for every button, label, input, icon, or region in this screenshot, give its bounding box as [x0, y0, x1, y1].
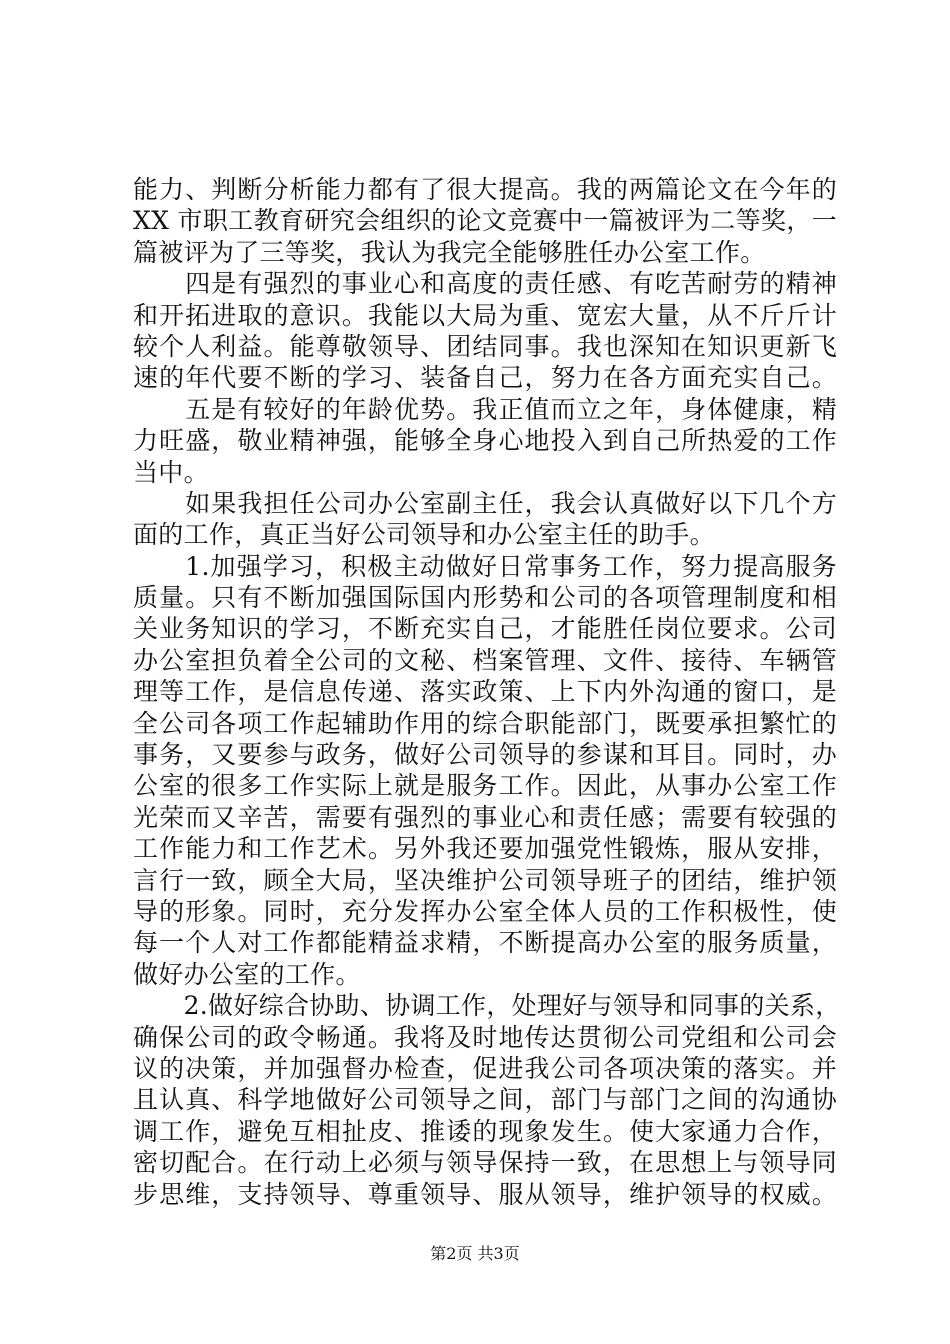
text-line: 和开拓进取的意识。我能以大局为重、宽宏大量，从不斤斤计: [133, 300, 837, 330]
text-line: 工作能力和工作艺术。另外我还要加强党性锻炼，服从安排，: [133, 834, 837, 864]
text-line: 四是有强烈的事业心和高度的责任感、有吃苦耐劳的精神: [133, 269, 837, 299]
text-line: 事务，又要参与政务，做好公司领导的参谋和耳目。同时，办: [133, 740, 837, 770]
text-line: 言行一致，顾全大局，坚决维护公司领导班子的团结，维护领: [133, 865, 837, 895]
page-number-footer: 第2页 共3页: [430, 1244, 520, 1263]
text-line: 2.做好综合协助、协调工作，处理好与领导和同事的关系，: [133, 991, 841, 1021]
text-line: 面的工作，真正当好公司领导和办公室主任的助手。: [133, 520, 715, 550]
text-line: 质量。只有不断加强国际国内形势和公司的各项管理制度和相: [133, 583, 837, 613]
text-line: 篇被评为了三等奖，我认为我完全能够胜任办公室工作。: [133, 237, 766, 267]
text-line: 导的形象。同时，充分发挥办公室全体人员的工作积极性，使: [133, 896, 837, 926]
text-line: XX 市职工教育研究会组织的论文竞赛中一篇被评为二等奖，一: [133, 206, 837, 236]
body-text: [133, 174, 841, 1210]
text-line: 公室的很多工作实际上就是服务工作。因此，从事办公室工作: [133, 771, 837, 801]
text-line: 议的决策，并加强督办检查，促进我公司各项决策的落实。并: [133, 1053, 837, 1083]
text-line: 调工作，避免互相扯皮、推诿的现象发生。使大家通力合作，: [133, 1116, 837, 1146]
text-line: 且认真、科学地做好公司领导之间，部门与部门之间的沟通协: [133, 1085, 837, 1115]
text-line: 办公室担负着全公司的文秘、档案管理、文件、接待、车辆管: [133, 645, 837, 675]
text-line: 力旺盛，敬业精神强，能够全身心地投入到自己所热爱的工作: [133, 426, 837, 456]
text-line: 能力、判断分析能力都有了很大提高。我的两篇论文在今年的: [133, 175, 837, 204]
text-line: 如果我担任公司办公室副主任，我会认真做好以下几个方: [133, 488, 837, 518]
text-line: 全公司各项工作起辅助作用的综合职能部门，既要承担繁忙的: [133, 708, 837, 738]
text-line: 1.加强学习，积极主动做好日常事务工作，努力提高服务: [133, 551, 837, 581]
text-line: 做好办公室的工作。: [133, 959, 361, 989]
text-line: 五是有较好的年龄优势。我正值而立之年，身体健康，精: [133, 394, 837, 424]
text-line: 光荣而又辛苦，需要有强烈的事业心和责任感；需要有较强的: [133, 802, 837, 832]
text-line: 当中。: [133, 457, 209, 487]
text-line: 理等工作，是信息传递、落实政策、上下内外沟通的窗口，是: [133, 677, 837, 707]
text-line: 确保公司的政令畅通。我将及时地传达贯彻公司党组和公司会: [133, 1022, 837, 1052]
text-line: 速的年代要不断的学习、装备自己，努力在各方面充实自己。: [133, 363, 837, 393]
text-line: 每一个人对工作都能精益求精，不断提高办公室的服务质量，: [133, 928, 837, 958]
text-line: 关业务知识的学习，不断充实自己，才能胜任岗位要求。公司: [133, 614, 837, 644]
text-line: 步思维，支持领导、尊重领导、服从领导，维护领导的权威。: [133, 1179, 837, 1209]
text-line: 密切配合。在行动上必须与领导保持一致，在思想上与领导同: [133, 1148, 837, 1178]
text-line: 较个人利益。能尊敬领导、团结同事。我也深知在知识更新飞: [133, 331, 837, 361]
